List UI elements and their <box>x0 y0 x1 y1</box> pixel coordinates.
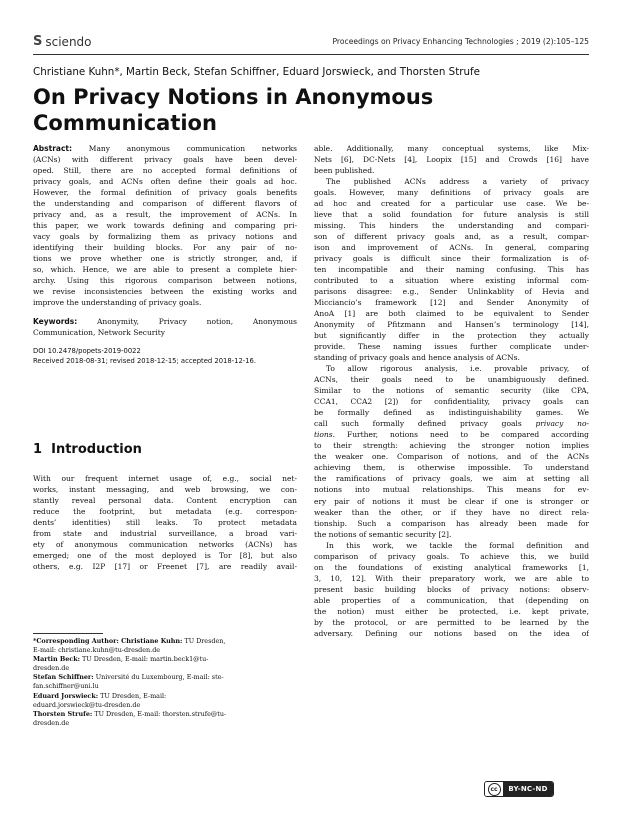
footnote-text: Université du Luxembourg, E-mail: ste- <box>93 673 224 682</box>
footnote-author: *Corresponding Author: Christiane Kuhn: <box>33 637 183 645</box>
footnote-line <box>33 710 297 719</box>
section-number: 1 <box>33 442 43 457</box>
page-header <box>33 34 589 56</box>
abstract-line: the understanding and comparison of different flavors of <box>33 199 297 209</box>
footnote-text: TU Dresden, E-mail: thorsten.strufe@tu- <box>92 709 227 718</box>
right-column-text <box>314 143 589 639</box>
body-line: ACNs, their goals need to be unambiguously defined. <box>314 375 589 385</box>
abstract-label: Abstract: <box>33 144 73 153</box>
header-rule <box>33 54 589 55</box>
body-line: adversary. Defining our notions based on the idea of <box>314 628 589 638</box>
body-line: ery pair of notions it must be clear if one is stronger or <box>314 496 589 506</box>
cc-icon: cc <box>485 782 503 796</box>
body-line: tionship. Such a comparison has already been made for <box>314 518 589 528</box>
doi: DOI 10.2478/popets-2019-0022 <box>33 347 141 356</box>
footnote-author: Stefan Schiffner: <box>33 673 94 682</box>
footnote-text: TU Dresden, <box>182 637 226 645</box>
body-line: provide. These naming issues further complicate under- <box>314 342 589 352</box>
body-line: able properties of a communication, that (depending on <box>314 595 589 605</box>
footnote-rule <box>33 633 103 634</box>
title-line: On Privacy Notions in Anonymous <box>33 85 434 109</box>
license-label: BY-NC-ND <box>503 782 553 796</box>
received-dates: Received 2018-08-31; revised 2018-12-15; accepted 2018-12-16. <box>33 357 257 366</box>
footnote-text: fan.schiffner@uni.lu <box>33 682 99 691</box>
body-line: ad hoc and created for a particular use case. We be- <box>314 199 589 209</box>
footnote-line <box>33 719 297 728</box>
footnote-line <box>33 701 297 710</box>
body-line: on the foundations of existing analytical frameworks [1, <box>314 562 589 572</box>
paper-title <box>33 84 589 136</box>
footnote-line <box>33 692 297 701</box>
body-line: ten incompatible and their naming confusing. This has <box>314 265 589 275</box>
section-heading <box>33 442 142 457</box>
footnote-text: TU Dresden, E-mail: <box>98 691 167 700</box>
body-line: the notions of semantic security [2]. <box>314 529 452 539</box>
intro-line: from state and industrial surveillance, a broad vari- <box>33 529 297 539</box>
body-line: comparison of privacy goals. To achieve this, we build <box>314 551 589 561</box>
sciendo-mark-icon: S <box>33 34 43 49</box>
body-line: privacy goals is difficult since their formalization is of- <box>314 254 589 264</box>
abstract-line: privacy and, as a result, the improvement of ACNs. In <box>33 210 297 220</box>
body-line: Nets [6], DC-Nets [4], Loopix [15] and Crowds [16] have <box>314 155 589 165</box>
keywords-line: Keywords: Anonymity, Privacy notion, Anonymous <box>33 317 297 327</box>
keywords-line: Communication, Network Security <box>33 328 166 338</box>
body-line: Micciancio’s framework [12] and Sender Anonymity of <box>314 298 589 308</box>
footnote-text: dresden.de <box>33 664 70 673</box>
journal-citation: Proceedings on Privacy Enhancing Technologies ; 2019 (2):105–125 <box>332 37 589 46</box>
body-line: In this work, we tackle the formal definition and <box>326 540 589 550</box>
intro-line: emerged; one of the most deployed is Tor [8], but also <box>33 551 297 561</box>
body-line: ison and improvement of ACNs. In general, comparing <box>314 243 589 253</box>
body-line: standing of privacy goals and hence analysis of ACNs. <box>314 353 520 363</box>
keywords-label: Keywords: <box>33 317 78 327</box>
body-line: able. Additionally, many conceptual systems, like Mix- <box>314 144 589 153</box>
abstract-line: so, which. Hence, we are able to present a complete hier- <box>33 265 297 275</box>
abstract-line: vacy goals by formalizing them as privacy notions and <box>33 232 297 242</box>
body-line: CCA1, CCA2 [2]) for confidentiality, privacy goals can <box>314 397 589 407</box>
body-line: AnoA [1] are both claimed to be equivalent to Sender <box>314 309 589 319</box>
intro-line: dents’ identities) still leaks. To protect metadata <box>33 518 297 528</box>
body-line: The published ACNs address a variety of privacy <box>326 177 589 187</box>
intro-line: others, e.g. I2P [17] or Freenet [7], are readily avail- <box>33 562 297 572</box>
abstract-line: tions we prove whether one is strictly stronger, and, if <box>33 254 297 264</box>
footnote-line <box>33 655 297 664</box>
body-line: 3, 10, 12]. With their preparatory work, we are able to <box>314 573 589 583</box>
footnote-text: TU Dresden, E-mail: martin.beck1@tu- <box>79 655 209 664</box>
abstract-line: improve the understanding of privacy goals. <box>33 298 202 308</box>
footnote-author: Martin Beck: <box>33 655 80 664</box>
footnote-text: dresden.de <box>33 718 70 727</box>
cc-license-badge <box>484 781 554 797</box>
body-line: the ramifications of privacy goals, we aim at setting all <box>314 474 589 484</box>
footnote-text: E-mail: christiane.kuhn@tu-dresden.de <box>33 646 161 655</box>
footnote-author: Thorsten Strufe: <box>33 709 93 718</box>
body-line: son of different privacy goals and, as a result, compar- <box>314 232 589 242</box>
footnote-author: Eduard Jorswieck: <box>33 691 99 700</box>
section-title: Introduction <box>51 442 142 457</box>
body-line: by the protocol, or are permitted to be learned by the <box>314 617 589 627</box>
body-line: achieving them, is otherwise impossible. To understand <box>314 463 589 473</box>
abstract-line: privacy goals, and ACNs often define their goals ad hoc. <box>33 177 297 187</box>
intro-line: ety of anonymous communication networks (ACNs) has <box>33 540 297 550</box>
footnote-line <box>33 664 297 673</box>
abstract-block <box>33 143 297 366</box>
body-line: goals. However, many definitions of privacy goals are <box>314 188 589 198</box>
body-line: the weaker one. Comparison of notions, and of the ACNs <box>314 452 589 462</box>
abstract-line: Abstract: Many anonymous communication networks <box>33 144 297 153</box>
body-line: be formally defined as indistinguishability games. We <box>314 408 589 418</box>
intro-line: works, instant messaging, and web browsing, we con- <box>33 485 297 495</box>
body-line: parisons disagree: e.g., Sender Unlinkablity of Hevia and <box>314 287 589 297</box>
body-line: present basic building blocks of privacy notions: observ- <box>314 584 589 594</box>
body-line: missing. This hinders the understanding and compari- <box>314 221 589 231</box>
body-line: notions into mutual relationships. This means for ev- <box>314 485 589 495</box>
abstract-line: (ACNs) with different privacy goals have been devel- <box>33 155 297 165</box>
footnote-line <box>33 637 297 646</box>
body-line: contributed to a situation where existing informal com- <box>314 276 589 286</box>
publisher-logo <box>33 34 92 49</box>
abstract-line: we revise inconsistencies between the existing works and <box>33 287 297 297</box>
body-line: Anonymity of Pfitzmann and Hansen’s terminology [14], <box>314 320 589 330</box>
author-list: Christiane Kuhn*, Martin Beck, Stefan Schiffner, Eduard Jorswieck, and Thorsten Strufe <box>33 66 480 78</box>
intro-paragraph <box>33 473 297 572</box>
body-line: lieve that a solid foundation for future analysis is still <box>314 210 589 220</box>
intro-line: reduce the footprint, but metadata (e.g. correspon- <box>33 507 297 517</box>
body-line: the notion) must either be protected, i.e. kept private, <box>314 606 589 616</box>
body-line: To allow rigorous analysis, i.e. provable privacy, of <box>326 364 589 374</box>
footnote-text: eduard.jorswieck@tu-dresden.de <box>33 700 141 709</box>
body-line: to their strength: achieving the stronger notion implies <box>314 441 589 451</box>
footnote-line <box>33 646 297 655</box>
body-line: been published. <box>314 166 375 176</box>
intro-line: stantly reveal personal data. Content encryption can <box>33 496 297 506</box>
author-footnotes <box>33 637 297 728</box>
footnote-line <box>33 673 297 682</box>
abstract-line: this paper, we work towards defining and comparing pri- <box>33 221 297 231</box>
footnote-line <box>33 682 297 691</box>
body-line: call such formally defined privacy goals privacy no- <box>314 419 589 429</box>
abstract-line: However, the formal definition of privacy goals benefits <box>33 188 297 198</box>
abstract-line: identifying their building blocks. For any pair of no- <box>33 243 297 253</box>
body-line: but significantly differ in the protection they actually <box>314 331 589 341</box>
body-line: weaker than the other, or if they have no direct rela- <box>314 507 589 517</box>
abstract-line: archy. Using this rigorous comparison between notions, <box>33 276 297 286</box>
intro-line: With our frequent internet usage of, e.g., social net- <box>33 474 297 483</box>
body-line: tions. Further, notions need to be compared according <box>314 430 589 440</box>
abstract-line: oped. Still, there are no accepted formal definitions of <box>33 166 297 176</box>
title-line: Communication <box>33 111 217 135</box>
body-line: Similar to the notions of semantic security (like CPA, <box>314 386 589 396</box>
publisher-name: sciendo <box>45 34 92 49</box>
